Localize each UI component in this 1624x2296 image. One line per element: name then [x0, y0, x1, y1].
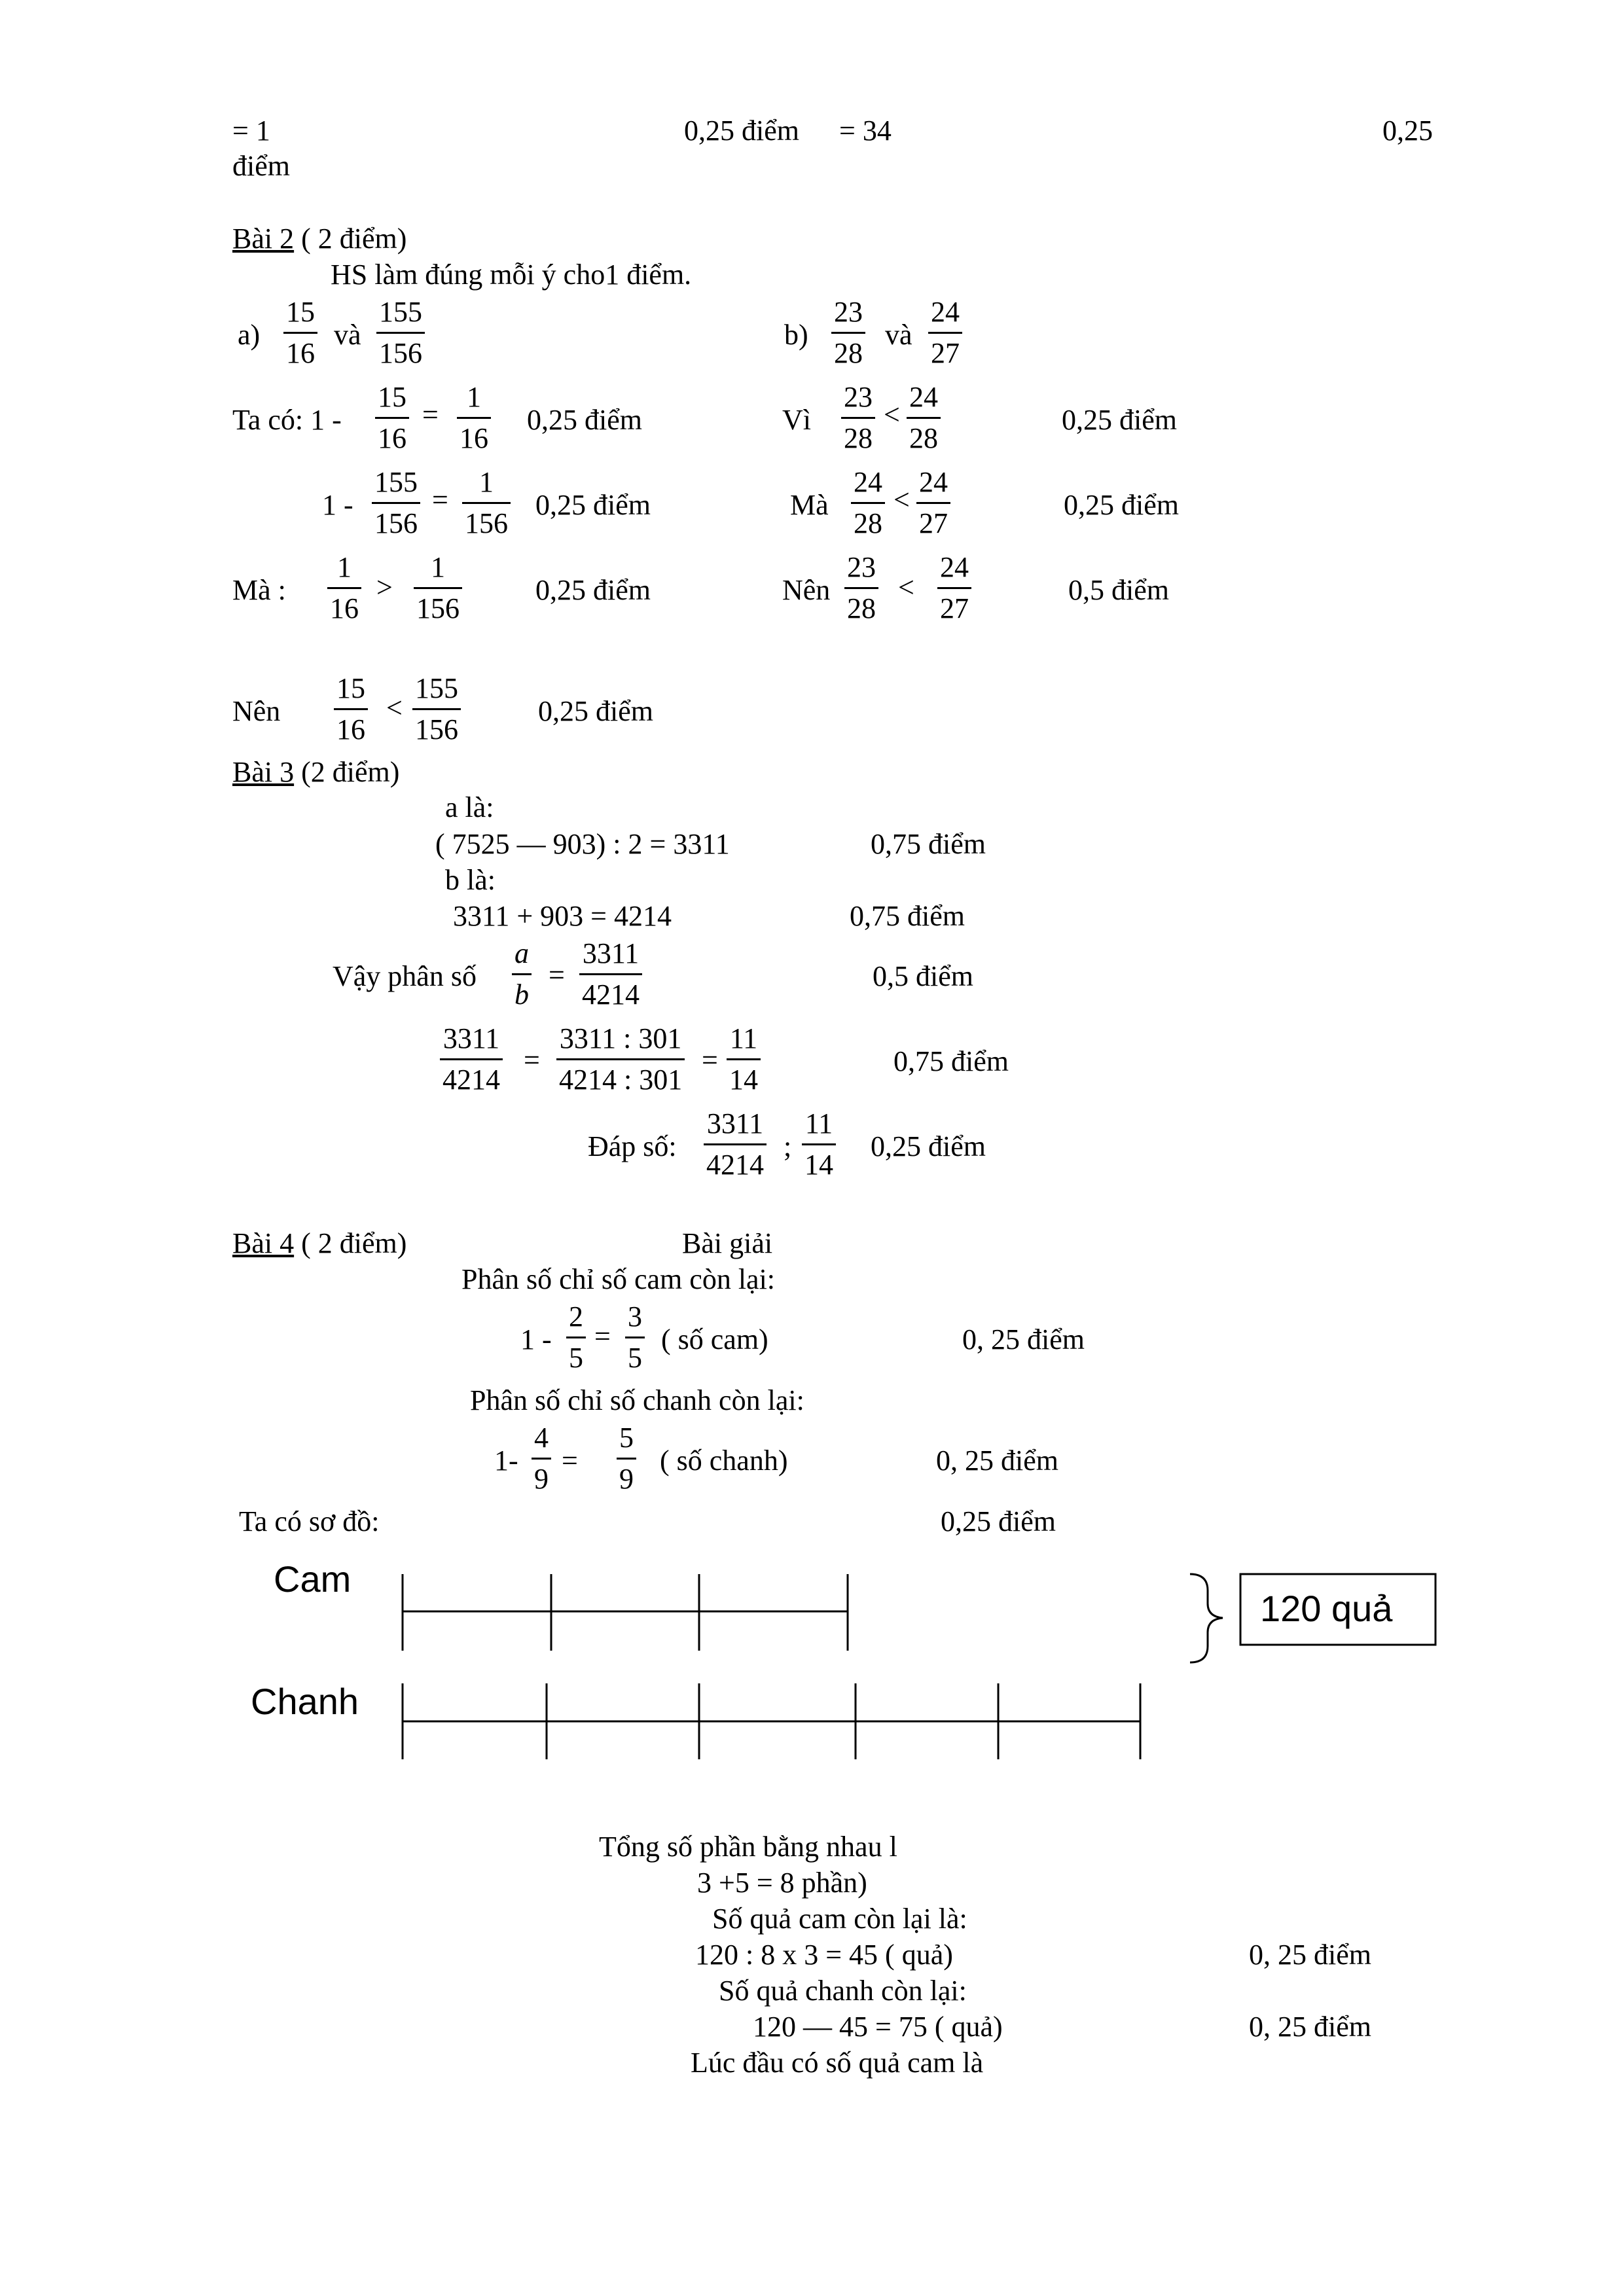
bai2-va-a: và — [334, 319, 361, 351]
bai4-cam-one: 1 - — [520, 1323, 552, 1355]
bai2-nen-b: Nên — [782, 574, 831, 606]
fraction-1-156-b: 1 156 — [414, 553, 462, 623]
fraction-15-16-b: 15 16 — [375, 383, 409, 453]
bai3-score-5: 0,25 điểm — [871, 1130, 986, 1162]
bai2-score-2: 0,25 điểm — [535, 489, 651, 521]
bai4-tong: Tổng số phần bằng nhau l — [599, 1831, 897, 1863]
fraction-24-27-c: 24 27 — [937, 553, 971, 623]
bai4-tong2: 3 +5 = 8 phần) — [697, 1867, 867, 1899]
bai2-note: HS làm đúng mỗi ý cho1 điểm. — [331, 259, 692, 291]
bai4-sochanh-con: Số quả chanh còn lại: — [719, 1975, 967, 2007]
diagram-label-cam: Cam — [274, 1558, 352, 1600]
fraction-3311-4214-b: 3311 4214 — [440, 1024, 503, 1094]
bai2-lt-2: < — [893, 484, 910, 516]
bai3-score-4: 0,75 điểm — [893, 1045, 1009, 1077]
bai4-score-3: 0,25 điểm — [941, 1505, 1056, 1537]
bai2-eq-2: = — [432, 484, 448, 516]
fraction-div-301: 3311 : 301 4214 : 301 — [556, 1024, 685, 1094]
bai2-lt-3: < — [898, 571, 914, 603]
bai2-lt-1: < — [884, 399, 900, 431]
bai4-eq-2: = — [562, 1444, 578, 1477]
bai4-score-4: 0, 25 điểm — [1249, 1939, 1371, 1971]
fraction-155-156-b: 155 156 — [372, 468, 420, 538]
bai2-va-b: và — [885, 319, 912, 351]
fraction-3-5: 3 5 — [625, 1302, 645, 1372]
bai4-sodo: Ta có sơ đồ: — [239, 1505, 380, 1537]
bai4-chanh-one: 1- — [494, 1444, 518, 1477]
bai3-b-la: b là: — [445, 864, 496, 896]
bai2-title: Bài 2 — [232, 223, 295, 255]
fraction-a-b: a b — [512, 939, 532, 1009]
bai2-vi: Vì — [782, 404, 811, 436]
fraction-1-156: 1 156 — [462, 468, 511, 538]
bai4-sochanh: ( số chanh) — [660, 1444, 788, 1477]
bai3-score-1: 0,75 điểm — [871, 828, 986, 860]
bai3-calc-b: 3311 + 903 = 4214 — [453, 900, 672, 932]
top-text-3: điểm — [232, 150, 290, 182]
bai4-score-1: 0, 25 điểm — [962, 1323, 1085, 1355]
fraction-24-27: 24 27 — [928, 298, 962, 368]
fraction-4-9: 4 9 — [532, 1424, 551, 1494]
bai4-baigiai: Bài giải — [682, 1227, 773, 1259]
fraction-1-16-b: 1 16 — [327, 553, 361, 623]
bai4-lucdau: Lúc đầu có số quả cam là — [691, 2047, 984, 2079]
fraction-24-28: 24 28 — [907, 383, 941, 453]
fraction-15-16-c: 15 16 — [334, 674, 368, 744]
fraction-15-16: 15 16 — [283, 298, 317, 368]
fraction-11-14-b: 11 14 — [802, 1109, 836, 1179]
bai2-score-1: 0,25 điểm — [527, 404, 642, 436]
top-text-2: = 34 — [839, 115, 892, 147]
bai2-taco: Ta có: 1 - — [232, 404, 342, 436]
fraction-23-28: 23 28 — [831, 298, 865, 368]
bai4-points: ( 2 điểm) — [301, 1227, 407, 1259]
fraction-1-16: 1 16 — [457, 383, 491, 453]
bai2-points: ( 2 điểm) — [301, 223, 407, 255]
bai4-socam-con: Số quả cam còn lại là: — [712, 1903, 967, 1935]
bai2-ma-colon: Mà : — [232, 574, 286, 606]
fraction-155-156: 155 156 — [376, 298, 425, 368]
bai2-one: 1 - — [322, 489, 353, 521]
fraction-3311-4214-c: 3311 4214 — [704, 1109, 767, 1179]
fraction-11-14: 11 14 — [727, 1024, 761, 1094]
bai2-b-label: b) — [784, 319, 808, 351]
bai4-cam-text: Phân số chỉ số cam còn lại: — [461, 1263, 776, 1295]
fraction-3311-4214: 3311 4214 — [579, 939, 642, 1009]
fraction-5-9: 5 9 — [617, 1424, 636, 1494]
bai4-socam: ( số cam) — [661, 1323, 768, 1355]
bai2-ma: Mà — [790, 489, 829, 521]
bai3-semi: ; — [784, 1130, 792, 1162]
bai2-score-b3: 0,5 điểm — [1068, 574, 1169, 606]
top-score-2: 0,25 — [1382, 115, 1433, 147]
bai3-dapso: Đáp số: — [588, 1130, 677, 1162]
bai4-calc-cam: 120 : 8 x 3 = 45 ( quả) — [695, 1939, 953, 1971]
bai2-eq-1: = — [422, 399, 439, 431]
total-brace — [1190, 1574, 1223, 1662]
fraction-24-28-b: 24 28 — [851, 468, 885, 538]
top-text-1: = 1 — [232, 115, 270, 147]
bai3-vay: Vậy phân số — [333, 960, 477, 992]
bai3-eq-2: = — [524, 1044, 540, 1076]
bai2-gt: > — [376, 571, 393, 603]
fraction-23-28-b: 23 28 — [841, 383, 875, 453]
bai4-eq-1: = — [594, 1320, 611, 1352]
bai2-lt-4: < — [386, 692, 403, 724]
total-label: 120 quả — [1260, 1588, 1393, 1629]
bai2-score-4: 0,25 điểm — [538, 695, 653, 727]
bai4-calc-chanh: 120 — 45 = 75 ( quả) — [753, 2011, 1003, 2043]
bai4-chanh-text: Phân số chỉ số chanh còn lại: — [470, 1384, 804, 1416]
bai2-score-3: 0,25 điểm — [535, 574, 651, 606]
bai4-score-2: 0, 25 điểm — [936, 1444, 1058, 1477]
bai3-title: Bài 3 — [232, 756, 295, 788]
bai3-calc-a: ( 7525 — 903) : 2 = 3311 — [435, 828, 730, 860]
diagram-label-chanh: Chanh — [251, 1681, 359, 1722]
bai2-a-label: a) — [238, 319, 261, 351]
bai3-points: (2 điểm) — [301, 756, 400, 788]
top-score-1: 0,25 điểm — [684, 115, 799, 147]
bai3-score-3: 0,5 điểm — [873, 960, 973, 992]
bai3-eq-1: = — [549, 959, 565, 991]
fraction-2-5: 2 5 — [566, 1302, 586, 1372]
bai2-nen: Nên — [232, 695, 281, 727]
fraction-155-156-c: 155 156 — [412, 674, 461, 744]
bai3-a-la: a là: — [445, 791, 494, 823]
fraction-24-27-b: 24 27 — [916, 468, 950, 538]
bai3-eq-3: = — [702, 1044, 718, 1076]
bai4-title: Bài 4 — [232, 1227, 295, 1259]
bai2-score-b2: 0,25 điểm — [1064, 489, 1179, 521]
bai2-score-b1: 0,25 điểm — [1062, 404, 1177, 436]
bai3-score-2: 0,75 điểm — [850, 900, 965, 932]
fraction-23-28-c: 23 28 — [844, 553, 878, 623]
bai4-score-5: 0, 25 điểm — [1249, 2011, 1371, 2043]
